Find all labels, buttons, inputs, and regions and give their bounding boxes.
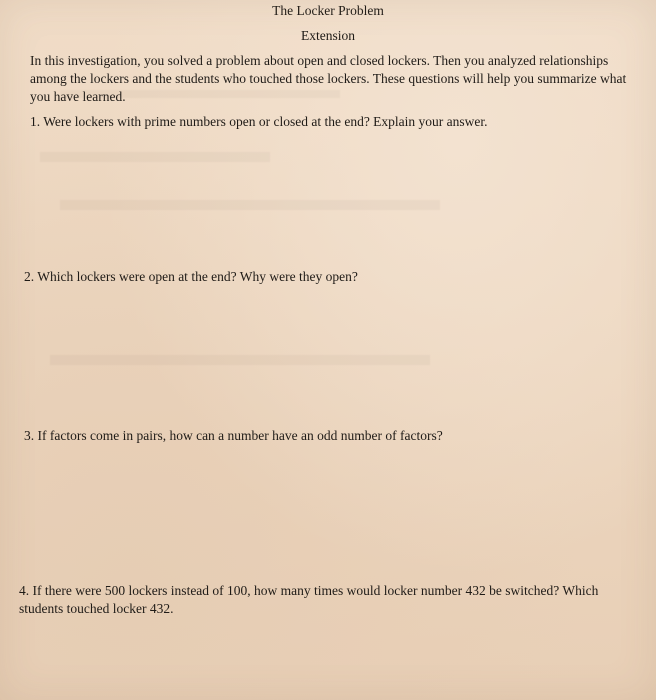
worksheet-title: The Locker Problem xyxy=(272,3,384,18)
worksheet-subtitle: Extension xyxy=(301,28,355,43)
intro-paragraph: In this investigation, you solved a problem about open and closed lockers. Then you analyzed relationships among the lockers and the students who touched those lockers. These questions will help you summarize what you have learned. xyxy=(30,53,627,104)
question-1: 1. Were lockers with prime numbers open or closed at the end? Explain your answer. xyxy=(30,114,488,129)
bleed-through-mark xyxy=(50,355,430,365)
question-4: 4. If there were 500 lockers instead of 100, how many times would locker number 432 be switched? Which students touched locker 432. xyxy=(19,583,599,616)
bleed-through-mark xyxy=(40,152,270,162)
question-3: 3. If factors come in pairs, how can a number have an odd number of factors? xyxy=(24,428,443,443)
question-2: 2. Which lockers were open at the end? Why were they open? xyxy=(24,269,358,284)
bleed-through-mark xyxy=(60,200,440,210)
